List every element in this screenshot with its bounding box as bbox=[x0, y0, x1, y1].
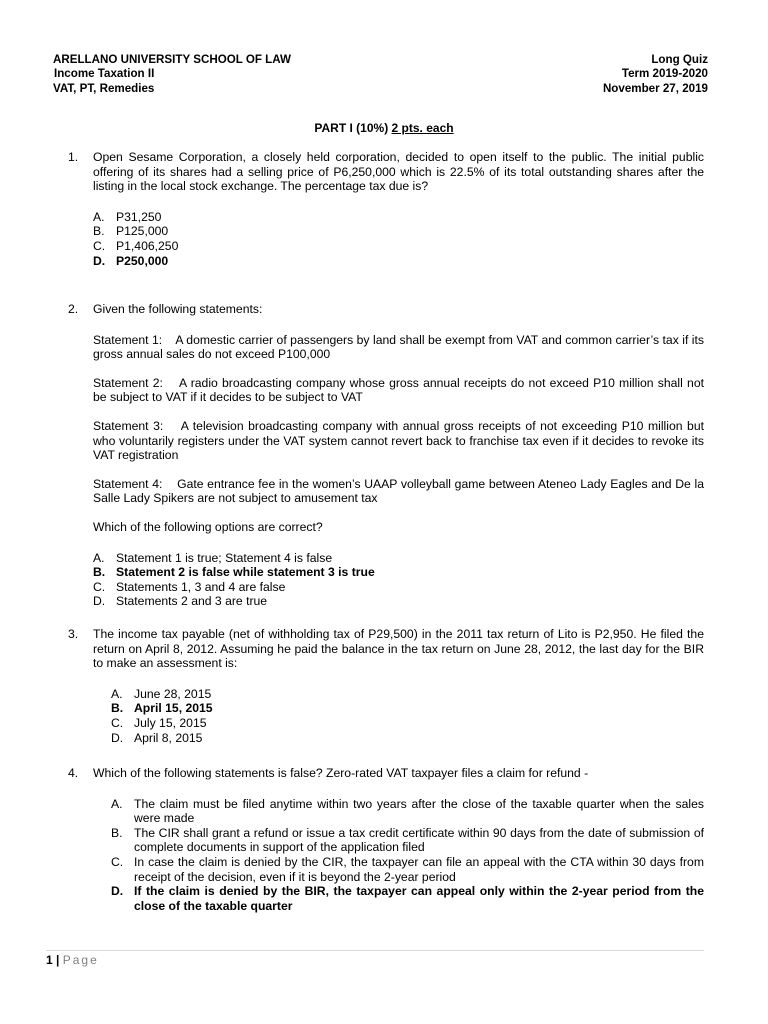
question-4 bbox=[68, 766, 704, 913]
statement-1: Statement 1: A domestic carrier of passengers by land shall be exempt from VAT and common carrier’s tax if its gross annual sales do not exceed P100,000 bbox=[93, 332, 708, 362]
options-list bbox=[111, 687, 704, 745]
part-points: 2 pts. each bbox=[391, 121, 454, 135]
topic-list: VAT, PT, Remedies bbox=[53, 81, 155, 95]
option-d-answer: D. If the claim is denied by the BIR, the taxpayer can appeal only within the 2-year period from the close of the taxable quarter bbox=[111, 884, 704, 913]
option-a: A. The claim must be filed anytime within two years after the close of the taxable quarter when the sales were made bbox=[111, 796, 704, 826]
statement-3: Statement 3: A television broadcasting company with annual gross receipts of not exceeding P10 million but who voluntarily registers under the VAT system cannot revert back to franchise tax even if it decides to revoke its VAT registration bbox=[93, 418, 708, 463]
option-b: B. P125,000 bbox=[93, 224, 169, 239]
option-c: C. Statements 1, 3 and 4 are false bbox=[93, 579, 286, 594]
option-d: D. April 8, 2015 bbox=[111, 730, 203, 745]
options-list bbox=[93, 551, 704, 609]
option-b-answer: B. Statement 2 is false while statement 3 is true bbox=[93, 565, 375, 580]
option-c: C. In case the claim is denied by the CIR, the taxpayer can file an appeal with the CTA within 30 days from receipt of the decision, even if it is beyond the 2-year period bbox=[111, 854, 704, 884]
page-footer bbox=[46, 953, 99, 968]
part-heading bbox=[0, 121, 768, 136]
footer-separator: | bbox=[56, 953, 60, 967]
question-text: Which of the following statements is false? Zero-rated VAT taxpayer files a claim for refund - bbox=[93, 766, 589, 780]
page-label: Page bbox=[62, 953, 99, 967]
question-number: 4. bbox=[68, 766, 79, 780]
option-c: C. July 15, 2015 bbox=[111, 715, 207, 730]
question-number: 2. bbox=[68, 302, 79, 316]
statement-4: Statement 4: Gate entrance fee in the women’s UAAP volleyball game between Ateneo Lady Eagles and De la Salle Lady Spikers are not subject to amusement tax bbox=[93, 476, 708, 506]
statement-2: Statement 2: A radio broadcasting company whose gross annual receipts do not exceed P10 million shall not be subject to VAT if it decides to be subject to VAT bbox=[93, 375, 708, 405]
question-2 bbox=[68, 302, 708, 609]
options-prompt: Which of the following options are correct? bbox=[93, 519, 323, 534]
header-left bbox=[53, 53, 291, 96]
option-b: B. The CIR shall grant a refund or issue a tax credit certificate within 90 days from the date of submission of complete documents in support of the application filed bbox=[111, 825, 704, 855]
option-c: C. P1,406,250 bbox=[93, 238, 179, 253]
question-text: Given the following statements: bbox=[93, 302, 263, 316]
course-name: Income Taxation II bbox=[54, 67, 155, 81]
school-name: ARELLANO UNIVERSITY SCHOOL OF LAW bbox=[53, 53, 291, 66]
footer-divider bbox=[46, 950, 704, 951]
question-1 bbox=[68, 150, 704, 268]
option-b-answer: B. April 15, 2015 bbox=[111, 701, 213, 716]
question-number: 3. bbox=[68, 627, 79, 641]
option-a: A. Statement 1 is true; Statement 4 is false bbox=[93, 550, 333, 565]
exam-type: Long Quiz bbox=[651, 53, 708, 66]
header-right bbox=[603, 53, 708, 96]
part-title: PART I (10%) bbox=[314, 121, 389, 135]
question-text: Open Sesame Corporation, a closely held corporation, decided to open itself to the public. The initial public offering of its shares had a selling price of P6,250,000 which is 22.5% of its total outstanding shares after the listing in the local stock exchange. The percentage tax due is? bbox=[93, 150, 704, 194]
question-number: 1. bbox=[68, 150, 79, 164]
question-3 bbox=[68, 627, 704, 745]
options-list bbox=[93, 210, 704, 268]
page-number: 1 bbox=[46, 953, 53, 967]
option-d: D. Statements 2 and 3 are true bbox=[93, 594, 268, 609]
term: Term 2019-2020 bbox=[621, 67, 708, 81]
option-a: A. P31,250 bbox=[93, 209, 162, 224]
option-d-answer: D. P250,000 bbox=[93, 253, 169, 268]
option-a: A. June 28, 2015 bbox=[111, 686, 212, 701]
question-text: The income tax payable (net of withholding tax of P29,500) in the 2011 tax return of Lito is P2,950. He filed the return on April 8, 2012. Assuming he paid the balance in the tax return on June 28, 2012, the last day for the BIR to make an assessment is: bbox=[93, 627, 704, 671]
exam-date: November 27, 2019 bbox=[602, 81, 708, 95]
options-list bbox=[111, 797, 704, 914]
